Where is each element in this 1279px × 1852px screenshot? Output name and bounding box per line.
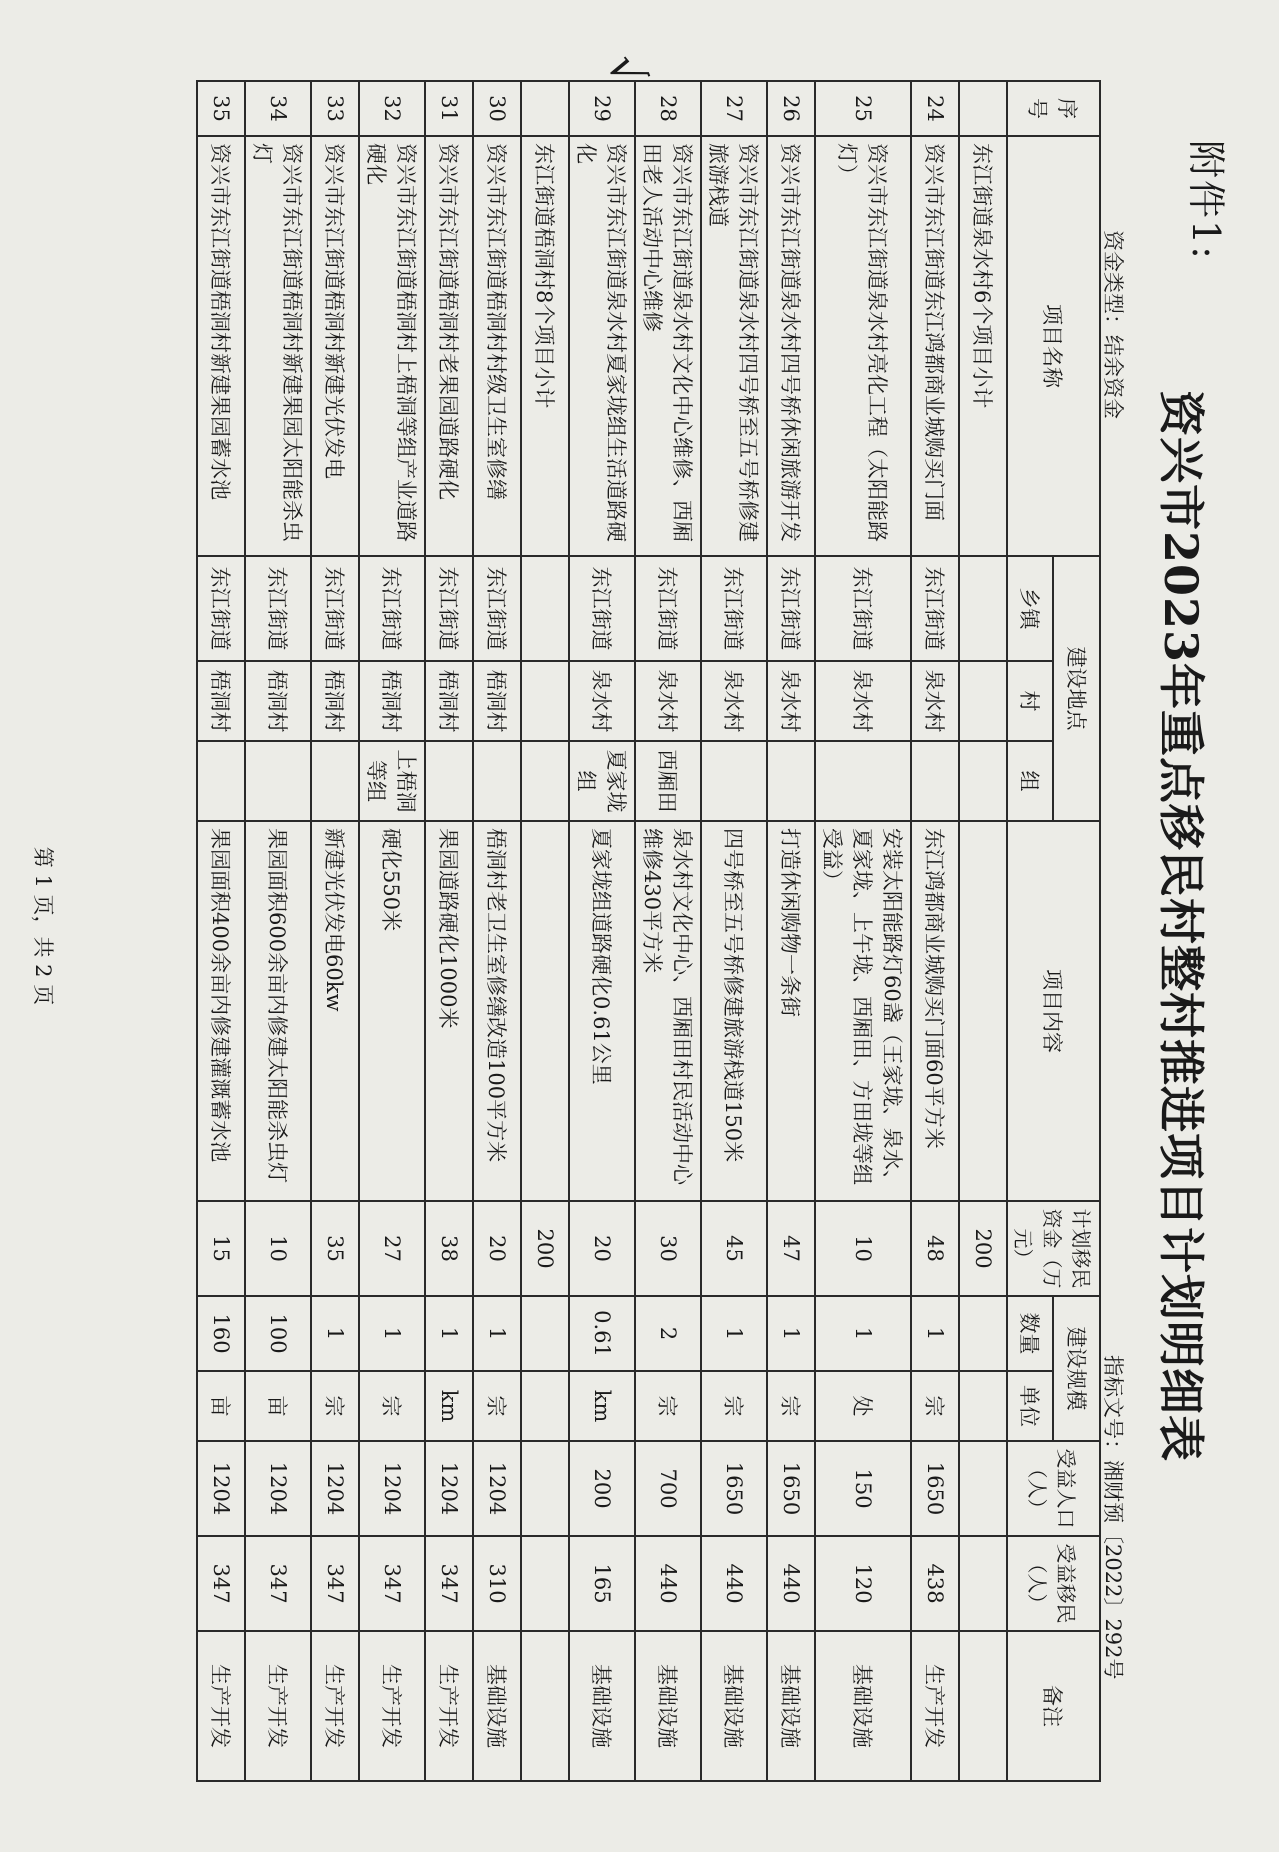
cell-unit: 宗 — [635, 1371, 701, 1441]
header-township: 乡镇 — [1007, 556, 1054, 661]
cell-quantity: 1 — [911, 1296, 959, 1371]
cell-township — [959, 556, 1007, 661]
cell-remark: 基础设施 — [473, 1631, 521, 1781]
cell-group: 西厢田 — [635, 741, 701, 821]
cell-village: 泉水村 — [635, 661, 701, 741]
cell-seq: 28 — [635, 81, 701, 136]
cell-content: 泉水村文化中心、西厢田村民活动中心维修430平方米 — [635, 821, 701, 1201]
table-row — [569, 81, 635, 1781]
cell-group — [767, 741, 815, 821]
header-village: 村 — [1007, 661, 1054, 741]
table-row — [635, 81, 701, 1781]
cell-project-name: 资兴市东江街道梧洞村老果园道路硬化 — [425, 136, 473, 556]
cell-township: 东江街道 — [569, 556, 635, 661]
cell-group — [959, 741, 1007, 821]
cell-quantity: 1 — [425, 1296, 473, 1371]
cell-content: 果园道路硬化1000米 — [425, 821, 473, 1201]
cell-project-name: 东江街道泉水村6个项目小计 — [959, 136, 1007, 556]
cell-unit: 处 — [815, 1371, 911, 1441]
cell-fund: 200 — [521, 1201, 569, 1296]
cell-project-name: 资兴市东江街道梧洞村新建果园蓄水池 — [197, 136, 245, 556]
cell-fund: 35 — [311, 1201, 359, 1296]
cell-seq: 26 — [767, 81, 815, 136]
cell-unit: 亩 — [197, 1371, 245, 1441]
cell-fund: 30 — [635, 1201, 701, 1296]
cell-village: 梧洞村 — [311, 661, 359, 741]
cell-seq — [959, 81, 1007, 136]
header-migrants: 受益移民（人） — [1007, 1536, 1100, 1631]
cell-unit: km — [425, 1371, 473, 1441]
table-row — [245, 81, 311, 1781]
cell-group — [311, 741, 359, 821]
cell-seq: 29 — [569, 81, 635, 136]
cell-fund: 47 — [767, 1201, 815, 1296]
cell-seq: 30 — [473, 81, 521, 136]
cell-group: 夏家垅组 — [569, 741, 635, 821]
cell-project-name: 资兴市东江街道泉水村亮化工程（太阳能路灯） — [815, 136, 911, 556]
header-location: 建设地点 — [1054, 556, 1101, 821]
header-content: 项目内容 — [1007, 821, 1100, 1201]
cell-migrants: 165 — [569, 1536, 635, 1631]
cell-remark: 基础设施 — [767, 1631, 815, 1781]
table-body — [197, 81, 1007, 1781]
cell-migrants: 347 — [245, 1536, 311, 1631]
header-group: 组 — [1007, 741, 1054, 821]
header-unit: 单位 — [1007, 1371, 1054, 1441]
cell-beneficiaries: 700 — [635, 1441, 701, 1536]
cell-content: 果园面积600余亩内修建太阳能杀虫灯 — [245, 821, 311, 1201]
cell-village: 泉水村 — [911, 661, 959, 741]
attachment-label: 附件1: — [1184, 140, 1228, 261]
cell-township: 东江街道 — [815, 556, 911, 661]
cell-quantity: 1 — [767, 1296, 815, 1371]
cell-quantity: 1 — [473, 1296, 521, 1371]
cell-beneficiaries — [521, 1441, 569, 1536]
cell-group — [473, 741, 521, 821]
cell-migrants: 347 — [425, 1536, 473, 1631]
cell-content: 果园面积400余亩内修建灌溉蓄水池 — [197, 821, 245, 1201]
cell-quantity: 0.61 — [569, 1296, 635, 1371]
cell-village: 梧洞村 — [197, 661, 245, 741]
cell-village: 泉水村 — [701, 661, 767, 741]
cell-township: 东江街道 — [701, 556, 767, 661]
cell-project-name: 资兴市东江街道梧洞村新建光伏发电 — [311, 136, 359, 556]
cell-beneficiaries: 150 — [815, 1441, 911, 1536]
cell-beneficiaries: 1204 — [197, 1441, 245, 1536]
header-beneficiaries: 受益人口（人） — [1007, 1441, 1100, 1536]
cell-content: 东江鸿都商业城购买门面60平方米 — [911, 821, 959, 1201]
cell-content: 硬化550米 — [359, 821, 425, 1201]
cell-seq: 24 — [911, 81, 959, 136]
cell-content: 新建光伏发电60kw — [311, 821, 359, 1201]
cell-quantity: 2 — [635, 1296, 701, 1371]
cell-group — [911, 741, 959, 821]
cell-migrants — [959, 1536, 1007, 1631]
cell-migrants: 347 — [197, 1536, 245, 1631]
document-title: 资兴市2023年重点移民村整村推进项目计划明细表 — [1154, 389, 1208, 1463]
cell-remark: 生产开发 — [359, 1631, 425, 1781]
cell-content: 打造休闲购物一条街 — [767, 821, 815, 1201]
cell-remark: 生产开发 — [245, 1631, 311, 1781]
cell-remark: 基础设施 — [701, 1631, 767, 1781]
cell-project-name: 东江街道梧洞村8个项目小计 — [521, 136, 569, 556]
cell-migrants: 120 — [815, 1536, 911, 1631]
cell-content — [959, 821, 1007, 1201]
cell-village: 梧洞村 — [473, 661, 521, 741]
cell-project-name: 资兴市东江街道东江鸿都商业城购买门面 — [911, 136, 959, 556]
cell-group — [197, 741, 245, 821]
cell-migrants — [521, 1536, 569, 1631]
cell-seq — [521, 81, 569, 136]
cell-village — [521, 661, 569, 741]
cell-migrants: 438 — [911, 1536, 959, 1631]
cell-fund: 38 — [425, 1201, 473, 1296]
cell-group: 上梧洞等组 — [359, 741, 425, 821]
cell-fund: 15 — [197, 1201, 245, 1296]
cell-beneficiaries: 1204 — [473, 1441, 521, 1536]
cell-township: 东江街道 — [197, 556, 245, 661]
cell-remark — [959, 1631, 1007, 1781]
cell-group — [521, 741, 569, 821]
table-row — [425, 81, 473, 1781]
cell-unit — [521, 1371, 569, 1441]
cell-fund: 20 — [473, 1201, 521, 1296]
cell-township: 东江街道 — [635, 556, 701, 661]
cell-unit — [959, 1371, 1007, 1441]
cell-seq: 27 — [701, 81, 767, 136]
cell-group — [815, 741, 911, 821]
cell-beneficiaries: 1204 — [359, 1441, 425, 1536]
table-row — [701, 81, 767, 1781]
table-row — [815, 81, 911, 1781]
cell-seq: 25 — [815, 81, 911, 136]
cell-quantity: 160 — [197, 1296, 245, 1371]
cell-seq: 35 — [197, 81, 245, 136]
cell-unit: 宗 — [311, 1371, 359, 1441]
page-footer: 第 1 页，共 2 页 — [31, 846, 55, 1006]
cell-unit: 宗 — [767, 1371, 815, 1441]
cell-quantity — [521, 1296, 569, 1371]
cell-project-name: 资兴市东江街道梧洞村村级卫生室修缮 — [473, 136, 521, 556]
table-row — [767, 81, 815, 1781]
cell-group — [425, 741, 473, 821]
cell-seq: 34 — [245, 81, 311, 136]
cell-fund: 10 — [815, 1201, 911, 1296]
cell-unit: 宗 — [359, 1371, 425, 1441]
cell-quantity: 1 — [815, 1296, 911, 1371]
cell-content: 安装太阳能路灯60盏（王家垅、泉水、夏家垅、上午垅、西厢田、方田垅等组受益） — [815, 821, 911, 1201]
handwritten-check-mark: √ — [596, 48, 655, 92]
cell-village: 梧洞村 — [425, 661, 473, 741]
header-quantity: 数量 — [1007, 1296, 1054, 1371]
cell-beneficiaries: 1204 — [425, 1441, 473, 1536]
cell-beneficiaries: 1650 — [701, 1441, 767, 1536]
cell-beneficiaries: 200 — [569, 1441, 635, 1536]
cell-migrants: 440 — [635, 1536, 701, 1631]
cell-unit: 宗 — [701, 1371, 767, 1441]
cell-beneficiaries: 1650 — [911, 1441, 959, 1536]
table-row — [359, 81, 425, 1781]
cell-fund: 27 — [359, 1201, 425, 1296]
cell-remark: 生产开发 — [197, 1631, 245, 1781]
cell-project-name: 资兴市东江街道泉水村文化中心维修、西厢田老人活动中心维修 — [635, 136, 701, 556]
cell-quantity: 1 — [359, 1296, 425, 1371]
cell-seq: 32 — [359, 81, 425, 136]
cell-township: 东江街道 — [767, 556, 815, 661]
cell-unit: km — [569, 1371, 635, 1441]
cell-project-name: 资兴市东江街道泉水村四号桥休闲旅游开发 — [767, 136, 815, 556]
table-row — [473, 81, 521, 1781]
cell-quantity: 1 — [311, 1296, 359, 1371]
cell-project-name: 资兴市东江街道梧洞村上梧洞等组产业道路硬化 — [359, 136, 425, 556]
cell-group — [701, 741, 767, 821]
cell-project-name: 资兴市东江街道泉水村四号桥至五号桥修建旅游栈道 — [701, 136, 767, 556]
cell-fund: 20 — [569, 1201, 635, 1296]
header-remark: 备注 — [1007, 1631, 1100, 1781]
header-fund: 计划移民资金（万元） — [1007, 1201, 1100, 1296]
cell-fund: 48 — [911, 1201, 959, 1296]
cell-village: 泉水村 — [569, 661, 635, 741]
cell-remark: 基础设施 — [815, 1631, 911, 1781]
subtotal-row — [521, 81, 569, 1781]
cell-village: 梧洞村 — [245, 661, 311, 741]
cell-township: 东江街道 — [425, 556, 473, 661]
table-row — [911, 81, 959, 1781]
table-row — [197, 81, 245, 1781]
cell-village: 泉水村 — [815, 661, 911, 741]
cell-beneficiaries — [959, 1441, 1007, 1536]
cell-township: 东江街道 — [245, 556, 311, 661]
fund-type: 资金类型：结余资金 — [1101, 230, 1125, 419]
cell-content: 四号桥至五号桥修建旅游栈道150米 — [701, 821, 767, 1201]
cell-quantity — [959, 1296, 1007, 1371]
cell-migrants: 347 — [311, 1536, 359, 1631]
cell-fund: 200 — [959, 1201, 1007, 1296]
cell-project-name: 资兴市东江街道梧洞村新建果园太阳能杀虫灯 — [245, 136, 311, 556]
cell-township: 东江街道 — [911, 556, 959, 661]
cell-township: 东江街道 — [359, 556, 425, 661]
document-number: 指标文号：湘财预〔2022〕292号 — [1101, 1355, 1125, 1680]
cell-project-name: 资兴市东江街道泉水村夏家垅组生活道路硬化 — [569, 136, 635, 556]
cell-remark: 基础设施 — [635, 1631, 701, 1781]
cell-migrants: 440 — [767, 1536, 815, 1631]
cell-quantity: 100 — [245, 1296, 311, 1371]
cell-migrants: 347 — [359, 1536, 425, 1631]
cell-remark: 基础设施 — [569, 1631, 635, 1781]
header-project-name: 项目名称 — [1007, 136, 1100, 556]
cell-fund: 10 — [245, 1201, 311, 1296]
cell-beneficiaries: 1204 — [245, 1441, 311, 1536]
cell-remark: 生产开发 — [311, 1631, 359, 1781]
header-scale: 建设规模 — [1054, 1296, 1101, 1441]
cell-village — [959, 661, 1007, 741]
cell-quantity: 1 — [701, 1296, 767, 1371]
project-plan-table — [196, 80, 1101, 1782]
cell-migrants: 440 — [701, 1536, 767, 1631]
cell-unit: 宗 — [473, 1371, 521, 1441]
cell-migrants: 310 — [473, 1536, 521, 1631]
cell-seq: 31 — [425, 81, 473, 136]
cell-content: 梧洞村老卫生室修缮改造100平方米 — [473, 821, 521, 1201]
cell-unit: 亩 — [245, 1371, 311, 1441]
cell-unit: 宗 — [911, 1371, 959, 1441]
cell-seq: 33 — [311, 81, 359, 136]
cell-remark: 生产开发 — [425, 1631, 473, 1781]
cell-remark: 生产开发 — [911, 1631, 959, 1781]
cell-beneficiaries: 1650 — [767, 1441, 815, 1536]
cell-fund: 45 — [701, 1201, 767, 1296]
cell-township: 东江街道 — [311, 556, 359, 661]
cell-group — [245, 741, 311, 821]
cell-township — [521, 556, 569, 661]
cell-township: 东江街道 — [473, 556, 521, 661]
cell-village: 梧洞村 — [359, 661, 425, 741]
cell-content — [521, 821, 569, 1201]
cell-remark — [521, 1631, 569, 1781]
table-row — [311, 81, 359, 1781]
cell-village: 泉水村 — [767, 661, 815, 741]
cell-content: 夏家垅组道路硬化0.61公里 — [569, 821, 635, 1201]
header-seq: 序号 — [1007, 81, 1100, 136]
cell-beneficiaries: 1204 — [311, 1441, 359, 1536]
subtotal-row — [959, 81, 1007, 1781]
